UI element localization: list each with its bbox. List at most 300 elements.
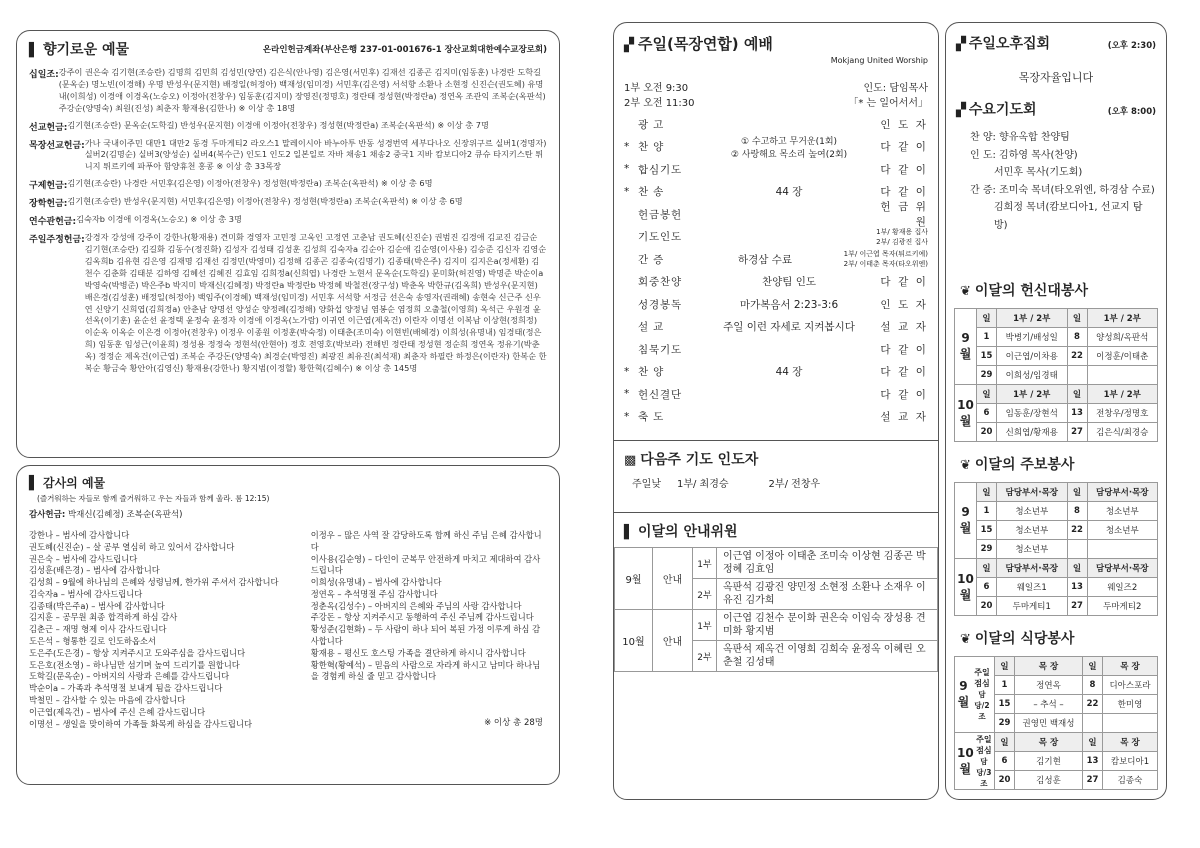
cafeteria-col-header: 목 장 — [1015, 733, 1083, 752]
worship-leader-line: 2부/ 이태춘 목자(타오위엔) — [843, 260, 928, 269]
thanks-item: 김성훈(배은경) – 범사에 감사합니다 — [29, 565, 160, 576]
offering-label: 구제헌금: — [29, 181, 68, 192]
usher-row — [615, 548, 938, 579]
offering-label: 목장선교헌금: — [29, 140, 85, 151]
dedication-row — [955, 423, 1158, 442]
wednesday-line-5: 김희정 목녀(캄보디아1, 선교지 탐방) — [994, 202, 1143, 231]
worship-leader — [866, 409, 928, 424]
thanks-item: 박순이a – 가족과 추석명절 보내게 됨을 감사드립니다 — [29, 683, 223, 694]
offering-text: 강경자 강성애 강주이 강한나(황재용) 견미화 경영자 고민정 고욱인 고정연 고춘남 권도혜(신진순) 권범진 김경애 김교진 김금순 김기현(조승란) 김길화 김동수(정진화) 김성자 김성태 김성훈 김성희 김숙자a 김순아 김순애 김순영(이사용) 김승준 김신자 김영순 김옥희b 김유현 김은영 김재명 김재선 김정민(박영미) 김정해 김종곤 김종숙(김명기) 김종태(박은주) 김지미 김지은a(정세환) 김천수 김춘화 김태분 김하영 김혜선 김혜진 김효임 김희정a(신희엽) 나경란 노현서 문옥순(도학길) 문미화(허진영) 박명준 박순이a 박영숙(박병준) 박은주b 박지미 박재신(김혜정) 박정란a 박정란b 박정혜 박철전(장구성) 박춘옥 박한규(김옥희) 반성우(문지현) 배은경(김성훈) 배정일(허정아) 백임주(이경혜) 백재성(임미경) 서민후 서석향 서정금 선은숙 송영자(권래혜) 송현숙 신근주 신우연 신양기 신희엽(김희정a) 안춘남 양명선 양성순 양정례(김정해) 양화섭 양정님 염봉순 염정희 오출철(이영희) 옥석근 우원경 윤선옥(이기훈) 윤순선 윤정택 윤정숙 윤정자 이경애 이경옥(노가람) 이귀연 이근엽(제옥건) 이란자 이명선 이복남 이상현(정희정) 이순옥 이옥순 이은경 이정아(전창우) 이정우 이종원 이정훈(박숙정) 이태춘(조미숙) 이현빈(배혜경) 이희성(유명내) 임경태(정은희) 임동훈 임성근(이윤희) 정성용 정정숙 정현석(안현아) 정호 전영호(박보라) 전해빈 정란태 정성현 정순희 정연옥 정유기(박춘옥) 정정순 제옥건(이근엽) 조복순 주강돈(양명숙) 최경순(박영진) 최광진 최유진(최석재) 최춘자 하필란 하정은(이란자) 한복순 한복순 황금숙 황안아(김영신) 황재용(강한나) 황지범(이정할) 황한혁(김혜수) ※ 이상 총 145명 — [84, 232, 547, 374]
dedication-cell: 이정훈/이태춘 — [1087, 347, 1158, 366]
usher-names: 이근엽 김천수 문이화 권은숙 이임숙 장성용 견미화 황지범 — [717, 610, 938, 641]
cafeteria-cell: 권영민 백재성 — [1015, 714, 1083, 733]
cafeteria-header-row — [955, 657, 1158, 676]
worship-leader-line: 다 같 이 — [880, 343, 928, 356]
dedication-col-header: 1부 / 2부 — [1087, 309, 1158, 328]
checker-icon: ▩ — [624, 453, 637, 468]
thanks-item: 강한나 – 범사에 감사합니다 — [29, 530, 130, 540]
worship-star: * — [624, 388, 630, 401]
square-bullet-icon: ▞ — [956, 103, 966, 118]
worship-detail — [712, 297, 866, 312]
cafeteria-cell: 27 — [1083, 771, 1103, 790]
cafeteria-cell: 22 — [1083, 695, 1103, 714]
worship-row — [624, 158, 928, 181]
usher-names: 옥판석 제옥건 이영희 김희숙 윤정옥 이혜린 오춘철 김성태 — [717, 641, 938, 672]
offering-title: 향기로운 예물 — [43, 42, 130, 58]
cafeteria-month-label: 10월 — [957, 745, 974, 776]
worship-detail — [712, 252, 818, 267]
worship-row — [624, 201, 928, 229]
cafeteria-col-header: 일 — [1083, 733, 1103, 752]
worship-detail-line: 찬양팀 인도 — [761, 276, 817, 289]
dedication-col-header: 일 — [1067, 309, 1087, 328]
worship-item: 합심기도 — [638, 163, 682, 176]
offering-row — [29, 120, 547, 133]
cafeteria-cell: – 추석 – — [1015, 695, 1083, 714]
thanks-item: 황한혁(황예석) – 믿음의 사람으로 자라게 하시고 남미다 하나님을 경험케 하실 줄 믿고 감사합니다 — [310, 659, 541, 682]
thanks-item: 권도혜(신진순) – 살 공부 열심히 하고 있어서 감사합니다 — [29, 541, 235, 552]
afternoon-title: 주일오후집회 — [968, 36, 1051, 52]
thanks-item: 김숙자a – 범사에 감사드립니다 — [29, 588, 143, 599]
worship-item: 간 증 — [638, 253, 665, 266]
cafeteria-sub1: 주일점심 — [974, 668, 990, 688]
offering-text: 강주이 권은숙 김기현(조승란) 김명희 김민희 김성민(양연) 김은식(안나영) 김은영(서민후) 김재선 김종곤 김지미(임동훈) 나경란 도학길(문옥순) 명노빈(이경해) 우명 반성우(문지현) 배정일(허정아) 백재성(임미경) 서민후(김은영) 서석향 소환나 소현정 신진슨(권도혜) 유명내(이희성) 이경애 이경옥(노승오) 이정아(전창우) 임동훈(김지미) 장영진(정명호) 정란태 정성현(박정란a) 정연옥 조관익 조복순(옥판석) 주강순(양명숙) 최원(진성) 최춘자 황재용(김한나) ※ 이상 총 18명 — [58, 67, 546, 113]
worship-detail-line: 하경삼 수료 — [737, 253, 793, 266]
thanks-total: ※ 이상 총 28명 — [484, 718, 543, 728]
dedication-col-header: 일 — [1067, 385, 1087, 404]
bulletin-row — [955, 502, 1158, 521]
dedication-cell: 신희엽/황재용 — [997, 423, 1068, 442]
bulletin-month: 9월 — [955, 483, 977, 559]
worship-box — [613, 22, 939, 800]
offering-list — [29, 67, 547, 375]
worship-star: * — [624, 185, 630, 198]
bulletin-cell: 웨일즈1 — [997, 578, 1068, 597]
worship-lead: 인도: 담임목사 — [863, 83, 928, 94]
cafeteria-cell — [1083, 714, 1103, 733]
square-bullet-icon: ▞ — [624, 38, 634, 53]
dedication-cell: 13 — [1067, 404, 1087, 423]
afternoon-text: 목장자율입니다 — [1018, 71, 1094, 84]
dedication-cell: 전창우/정명호 — [1087, 404, 1158, 423]
wednesday-line-1: 찬 양: 향유옥합 찬양팀 — [970, 132, 1070, 143]
cafeteria-title: 이달의 식당봉사 — [974, 631, 1075, 647]
dedication-cell: 임동훈/장현석 — [997, 404, 1068, 423]
offering-text: 김기현(조승란) 문옥순(도학길) 반성우(문지현) 이경애 이정아(전창우) 정성현(박정란a) 조복순(옥판석) ※ 이상 총 7명 — [67, 119, 489, 130]
bulletin-header-row — [955, 559, 1158, 578]
worship-star: * — [624, 140, 630, 153]
worship-star: * — [624, 163, 630, 176]
worship-leader-line: 설 교 자 — [880, 321, 928, 334]
thanks-item: 김지훈 – 공무원 최종 합격하게 하심 감사 — [29, 612, 178, 623]
offering-account: 온라인헌금계좌(부산은행 237-01-001676-1 장산교회대한예수교장로회) — [262, 45, 547, 55]
cafeteria-col-header: 목 장 — [1103, 657, 1158, 676]
bulletin-col-header: 담당부서·목장 — [1087, 483, 1158, 502]
bulletin-cell: 29 — [977, 540, 997, 559]
thanks-head-text: 박재신(김혜정) 조복순(옥판석) — [67, 510, 183, 520]
offering-text: 김숙자b 이경애 이경옥(노승오) ※ 이상 총 3명 — [76, 214, 242, 225]
thanks-item: 도은호(전소영) – 하나님만 섬기며 높여 드리기를 원합니다 — [29, 659, 240, 670]
worship-row — [624, 383, 928, 406]
offering-text: 가나 국내이주민 대만1 대만2 동경 두마게티2 라오스1 말레이시아 바누아투 반동 성경번역 세부다나오 신장위구르 실버1(경명자) 실버2(김명순) 실버3(양성순) 실버4(복수근) 인도1 인도2 일본일로 자바 채송1 채송2 중국1 지바 캄보디아2 큐슈 타지키스탄 튀니지 튀르키예 파푸아 함양휴천 홍콩 ※ 이상 총 33목장 — [84, 137, 547, 172]
cafeteria-cell: 김성훈 — [1015, 771, 1083, 790]
thanks-head-label: 감사헌금: — [29, 510, 66, 520]
dedication-cell: 6 — [977, 404, 997, 423]
dedication-col-header: 1부 / 2부 — [997, 385, 1068, 404]
bulletin-row — [955, 540, 1158, 559]
worship-leader — [866, 274, 928, 289]
worship-subtitle: Mokjang United Worship — [830, 56, 928, 65]
dedication-row — [955, 366, 1158, 385]
dedication-cell — [1087, 366, 1158, 385]
bulletin-row — [955, 597, 1158, 616]
cafeteria-sub1: 주일점심 — [976, 734, 992, 755]
bulletin-col-header: 일 — [977, 559, 997, 578]
worship-leader-line: 다 같 이 — [880, 186, 928, 199]
worship-leader — [866, 319, 928, 334]
bulletin-cell: 15 — [977, 521, 997, 540]
bulletin-cell: 청소년부 — [1087, 521, 1158, 540]
worship-detail-line: ② 사랑해요 목소리 높여(2회) — [730, 149, 848, 160]
dedication-col-header: 1부 / 2부 — [997, 309, 1068, 328]
cafeteria-cell: 15 — [995, 695, 1015, 714]
offering-label: 연수관헌금: — [29, 217, 77, 228]
flower-icon: ❦ — [960, 632, 971, 647]
dedication-cell: 8 — [1067, 328, 1087, 347]
dedication-col-header: 1부 / 2부 — [1087, 385, 1158, 404]
dedication-cell: 20 — [977, 423, 997, 442]
worship-row — [624, 406, 928, 429]
worship-row — [624, 361, 928, 384]
worship-detail — [712, 184, 866, 199]
bulletin-cell: 청소년부 — [997, 521, 1068, 540]
dedication-col-header: 일 — [977, 309, 997, 328]
thanks-item: 황재용 – 평신도 호스팅 가족을 결단하게 하시니 감사합니다 — [310, 647, 526, 658]
worship-item: 성경봉독 — [638, 298, 682, 311]
thanks-title: 감사의 예물 — [43, 476, 106, 490]
bulletin-col-header: 일 — [1067, 559, 1087, 578]
bulletin-cell: 웨일즈2 — [1087, 578, 1158, 597]
worship-leader — [866, 342, 928, 357]
dedication-row — [955, 347, 1158, 366]
cafeteria-cell: 13 — [1083, 752, 1103, 771]
flower-icon: ❦ — [960, 458, 971, 473]
worship-row — [624, 248, 928, 271]
cafeteria-cell — [1103, 714, 1158, 733]
dedication-header-row — [955, 309, 1158, 328]
dedication-table — [954, 308, 1158, 442]
worship-row — [624, 113, 928, 136]
offering-label: 장학헌금: — [29, 199, 68, 210]
thanks-item: 권은숙 – 범사에 감사드립니다 — [29, 553, 138, 564]
usher-part: 2부 — [693, 579, 717, 610]
worship-leader — [866, 162, 928, 177]
thanks-item: 김춘근 – 재명 형제 이사 감사드립니다 — [29, 624, 167, 635]
worship-time1: 1부 오전 9:30 — [624, 83, 689, 94]
bulletin-cell: 청소년부 — [1087, 502, 1158, 521]
dedication-col-header: 일 — [977, 385, 997, 404]
dedication-cell — [1067, 366, 1087, 385]
ushers-table — [614, 547, 938, 672]
dedication-cell: 15 — [977, 347, 997, 366]
worship-leader — [866, 117, 928, 132]
cafeteria-cell: 캄보디아1 — [1103, 752, 1158, 771]
dedication-cell: 29 — [977, 366, 997, 385]
thanks-item: 이정우 – 많은 사역 잘 감당하도록 함께 하신 주님 은혜 감사합니다 — [310, 530, 542, 552]
worship-row — [624, 338, 928, 361]
worship-star: * — [624, 410, 630, 423]
dedication-cell: 이근엽/이차용 — [997, 347, 1068, 366]
worship-leader-line: 다 같 이 — [880, 366, 928, 379]
bars-icon: ▌ — [624, 525, 634, 540]
thanks-item: 도학길(문옥순) – 아버지의 사랑과 은혜를 감사드립니다 — [29, 671, 230, 682]
bulletin-table — [954, 482, 1158, 616]
bars-icon: ▌ — [29, 43, 39, 58]
cafeteria-cell: 1 — [995, 676, 1015, 695]
worship-row — [624, 136, 928, 159]
dedication-row — [955, 404, 1158, 423]
cafeteria-month-label: 9월 — [957, 679, 970, 709]
thanks-item: 도은주(도은경) – 항상 지켜주시고 도와주심을 감사드립니다 — [29, 647, 246, 658]
thanks-item: 이근엽(제옥건) – 범사에 주신 은혜 감사드립니다 — [29, 706, 206, 717]
worship-item: 침묵기도 — [638, 343, 682, 356]
bulletin-cell: 청소년부 — [997, 502, 1068, 521]
dedication-cell: 22 — [1067, 347, 1087, 366]
wednesday-line-2: 인 도: 김하영 목사(찬양) — [970, 149, 1078, 161]
cafeteria-cell: 6 — [995, 752, 1015, 771]
next-p1: 1부/ 최경승 — [676, 479, 729, 490]
worship-leader — [866, 297, 928, 312]
usher-part: 1부 — [693, 610, 717, 641]
cafeteria-col-header: 일 — [995, 657, 1015, 676]
usher-role: 안내 — [653, 610, 693, 672]
cafeteria-col-header: 일 — [995, 733, 1015, 752]
worship-detail — [712, 319, 866, 334]
dedication-row — [955, 328, 1158, 347]
bulletin-col-header: 담당부서·목장 — [997, 483, 1068, 502]
wednesday-line-4: 간 증: 조미숙 목녀(타오위엔, 하경삼 수료) — [970, 184, 1155, 196]
worship-item: 찬 양 — [638, 141, 665, 154]
worship-leader — [866, 387, 928, 402]
bulletin-row — [955, 578, 1158, 597]
bulletin-cell: 22 — [1067, 521, 1087, 540]
dedication-cell: 박병기/배성일 — [997, 328, 1068, 347]
offering-row — [29, 232, 547, 375]
cafeteria-cell: 김종숙 — [1103, 771, 1158, 790]
worship-item: 기도인도 — [638, 231, 682, 244]
worship-leader-line: 인 도 자 — [880, 118, 928, 131]
dedication-cell: 이희성/임경태 — [997, 366, 1068, 385]
dedication-cell: 김은식/최경승 — [1087, 423, 1158, 442]
worship-leader — [866, 184, 928, 199]
worship-detail-line: 마가복음서 2:23-3:6 — [739, 298, 839, 311]
next-title: 다음주 기도 인도자 — [640, 452, 759, 468]
thanks-item: 주강돈 – 항상 지켜주시고 동행하여 주신 주님께 감사드립니다 — [310, 612, 534, 623]
ushers-title: 이달의 안내위원 — [638, 524, 738, 540]
square-bullet-icon: ▞ — [956, 37, 966, 52]
bulletin-col-header: 일 — [977, 483, 997, 502]
wednesday-line-3: 서민후 목사(기도회) — [994, 167, 1083, 178]
usher-names: 옥판석 김광진 양민정 소현정 소환나 소재우 이유진 김가희 — [717, 579, 938, 610]
offering-row — [29, 196, 547, 209]
thanks-item: 황성준(김현화) – 두 사람이 하나 되어 복된 가정 이루게 하심 감사합니다 — [310, 624, 541, 647]
thanks-item: 이희성(유명내) – 범사에 감사합니다 — [310, 577, 442, 588]
worship-star: * — [624, 365, 630, 378]
worship-item: 회중찬양 — [638, 276, 682, 289]
worship-note: 「* 는 일어서서」 — [848, 98, 928, 109]
worship-leader-line: 1부/ 황재용 집사 — [876, 227, 928, 236]
worship-row — [624, 293, 928, 316]
cafeteria-table — [954, 656, 1158, 790]
offering-text: 김기현(조승란) 나경란 서민후(김은영) 이정아(전창우) 정성현(박정란a) 조복순(옥판석) ※ 이상 총 6명 — [67, 178, 433, 189]
cafeteria-col-header: 목 장 — [1015, 657, 1083, 676]
cafeteria-col-header: 목 장 — [1103, 733, 1158, 752]
bulletin-cell: 20 — [977, 597, 997, 616]
usher-names: 이근엽 이정아 이태춘 조미숙 이상현 김종곤 박정혜 김효임 — [717, 548, 938, 579]
offering-row — [29, 67, 547, 115]
worship-detail — [712, 134, 866, 160]
worship-detail-line: 주일 이런 자세로 지켜봅시다 — [723, 321, 855, 334]
offering-row — [29, 214, 547, 227]
dedication-cell: 27 — [1067, 423, 1087, 442]
bulletin-cell — [1087, 540, 1158, 559]
worship-leader-line: 헌 금 위 원 — [880, 201, 928, 229]
bulletin-row — [955, 521, 1158, 540]
usher-part: 1부 — [693, 548, 717, 579]
bulletin-cell: 두마게티2 — [1087, 597, 1158, 616]
offering-text: 김기현(조승란) 반성우(문지현) 서민후(김은영) 이정아(전창우) 정성현(박정란a) 조복순(옥판석) ※ 이상 총 6명 — [67, 196, 463, 207]
bulletin-cell — [1067, 540, 1087, 559]
offering-label: 십일조: — [29, 70, 59, 80]
worship-detail — [712, 274, 866, 289]
cafeteria-col-header: 일 — [1083, 657, 1103, 676]
worship-leader-line: 인 도 자 — [880, 298, 928, 311]
usher-row — [615, 610, 938, 641]
dedication-month: 10월 — [955, 385, 977, 442]
bulletin-cell: 청소년부 — [997, 540, 1068, 559]
usher-month: 10월 — [615, 610, 653, 672]
bulletin-title: 이달의 주보봉사 — [974, 457, 1075, 473]
bulletin-cell: 27 — [1067, 597, 1087, 616]
offering-label: 선교헌금: — [29, 122, 68, 133]
thanks-item: 도은석 – 형통한 길로 인도하옵소서 — [29, 636, 156, 647]
worship-item: 축 도 — [638, 411, 665, 424]
bulletin-col-header: 일 — [1067, 483, 1087, 502]
cafeteria-cell: 한미영 — [1103, 695, 1158, 714]
worship-detail-line: 44 장 — [775, 186, 803, 199]
service-box — [945, 270, 1167, 800]
next-label: 주일낮 — [632, 479, 661, 490]
offering-row — [29, 178, 547, 191]
worship-time2: 2부 오전 11:30 — [624, 98, 695, 109]
cafeteria-sub2: 담당/2조 — [974, 690, 990, 721]
thanks-item: 김성희 – 9월에 하나님의 은혜와 성령님께, 한가위 주셔서 감사합니다 — [29, 577, 279, 588]
dedication-cell: 양성희/옥판석 — [1087, 328, 1158, 347]
thanks-item: 이사용(김순영) – 다인이 군복무 안전하게 마치고 제대하여 감사드립니다 — [310, 553, 541, 576]
worship-leader-line: 2부/ 김광진 집사 — [876, 237, 928, 246]
bulletin-cell: 두마게티1 — [997, 597, 1068, 616]
worship-item: 헌금봉헌 — [638, 208, 682, 221]
usher-part: 2부 — [693, 641, 717, 672]
worship-leader — [866, 199, 928, 229]
thanks-verse: (즐거워하는 자들로 함께 즐거워하고 우는 자들과 함께 울라. 롬 12:15) — [37, 494, 270, 503]
worship-item: 광 고 — [638, 118, 665, 131]
bulletin-month: 10월 — [955, 559, 977, 616]
worship-title: 주일(목장연합) 예배 — [638, 35, 773, 53]
worship-item: 설 교 — [638, 321, 665, 334]
worship-row — [624, 316, 928, 339]
worship-row — [624, 271, 928, 294]
worship-leader-line: 다 같 이 — [880, 276, 928, 289]
offering-row — [29, 138, 547, 174]
worship-detail-line: ① 수고하고 무거운(1회) — [740, 136, 838, 147]
thanks-right-list — [311, 530, 547, 730]
worship-item: 헌신결단 — [638, 388, 682, 401]
usher-month: 9월 — [615, 548, 653, 610]
worship-row — [624, 226, 928, 249]
cafeteria-cell: 29 — [995, 714, 1015, 733]
cafeteria-header-row — [955, 733, 1158, 752]
bulletin-cell: 1 — [977, 502, 997, 521]
cafeteria-cell: 20 — [995, 771, 1015, 790]
worship-detail — [712, 364, 866, 379]
cafeteria-sub2: 담당/3조 — [976, 756, 992, 788]
worship-leader — [866, 364, 928, 379]
thanks-item: 박철민 – 감사할 수 있는 마음에 감사합니다 — [29, 694, 186, 705]
dedication-month: 9월 — [955, 309, 977, 385]
next-p2: 2부/ 전창우 — [768, 479, 821, 490]
wednesday-time: (오후 8:00) — [1107, 107, 1156, 117]
offering-box — [16, 30, 560, 458]
worship-order — [624, 113, 928, 428]
worship-detail-line: 44 장 — [775, 366, 803, 379]
bulletin-cell: 13 — [1067, 578, 1087, 597]
thanks-item: 김종태(박은주a) – 범사에 감사합니다 — [29, 600, 165, 611]
afternoon-time: (오후 2:30) — [1107, 41, 1156, 51]
bulletin-col-header: 담당부서·목장 — [1087, 559, 1158, 578]
cafeteria-month — [955, 657, 995, 733]
offering-label: 주일주정헌금: — [29, 235, 85, 246]
cafeteria-cell: 8 — [1083, 676, 1103, 695]
worship-leader — [818, 249, 928, 269]
thanks-left-list — [29, 530, 297, 730]
thanks-box — [16, 465, 560, 785]
bulletin-cell: 8 — [1067, 502, 1087, 521]
worship-item: 찬 양 — [638, 366, 665, 379]
dedication-header-row — [955, 385, 1158, 404]
thanks-item: 이명선 – 생일을 맞이하여 가족들 화목케 하심을 감사드립니다 — [29, 718, 252, 729]
worship-leader-line: 다 같 이 — [880, 141, 928, 154]
flower-icon: ❦ — [960, 284, 971, 299]
worship-item: 찬 송 — [638, 186, 665, 199]
usher-role: 안내 — [653, 548, 693, 610]
cafeteria-cell: 김기현 — [1015, 752, 1083, 771]
worship-leader — [818, 227, 928, 247]
thanks-item: 정춘옥(김성수) – 아버지의 은혜와 주님의 사랑 감사합니다 — [310, 600, 522, 611]
dedication-cell: 1 — [977, 328, 997, 347]
cafeteria-cell: 정연옥 — [1015, 676, 1083, 695]
worship-leader-line: 설 교 자 — [880, 411, 928, 424]
afternoon-box — [945, 22, 1167, 292]
bars-icon: ▌ — [29, 476, 39, 491]
worship-leader-line: 1부/ 이근엽 목자(튀르키예) — [843, 250, 928, 259]
dedication-title: 이달의 헌신대봉사 — [974, 283, 1088, 299]
cafeteria-cell: 디아스포라 — [1103, 676, 1158, 695]
thanks-item: 정연옥 – 추석명절 주심 감사합니다 — [310, 588, 438, 599]
worship-leader — [866, 139, 928, 154]
worship-leader-line: 다 같 이 — [880, 163, 928, 176]
wednesday-title: 수요기도회 — [968, 102, 1037, 118]
